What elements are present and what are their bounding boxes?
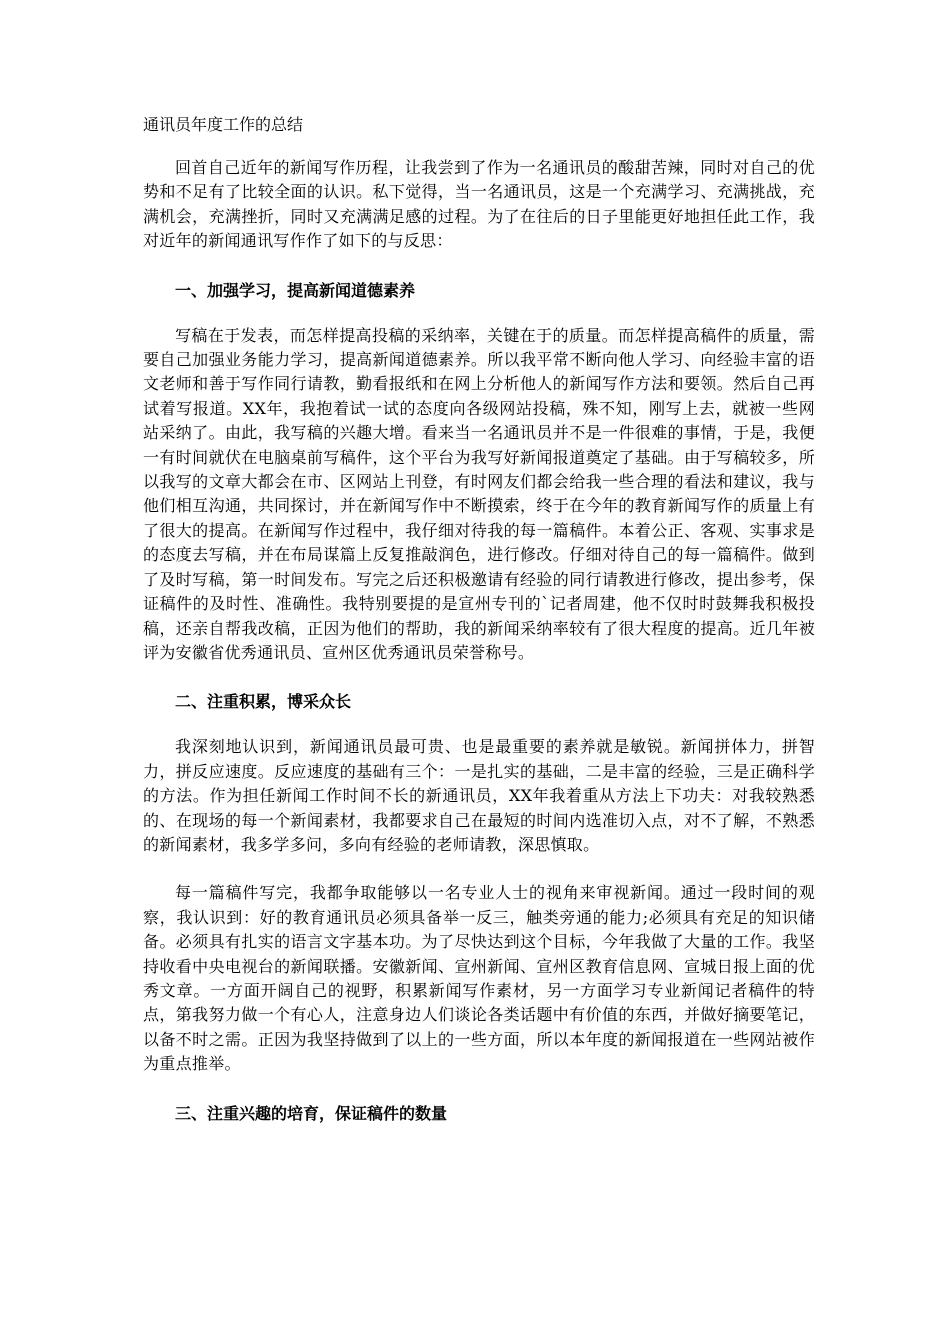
section-3-heading: 三、注重兴趣的培育，保证稿件的数量: [175, 1103, 448, 1123]
section-2-heading: 二、注重积累，博采众长: [175, 692, 352, 712]
document-title: 通讯员年度工作的总结: [143, 115, 304, 134]
section-1-heading: 一、加强学习，提高新闻道德素养: [175, 280, 416, 300]
section-2-paragraph-2: 每一篇稿件写完，我都争取能够以一名专业人士的视角来审视新闻。通过一段时间的观察，我认识到：好的教育通讯员必须具备举一反三，触类旁通的能力;必须具有充足的知识储备。必须具有扎实的语言文字基本功。为了尽快达到这个目标，今年我做了大量的工作。我坚持收看中央电视台的新闻联播。安徽新闻、宣州新闻、宣州区教育信息网、宣城日报上面的优秀文章。一方面开阔自己的视野，积累新闻写作素材，另一方面学习专业新闻记者稿件的特点，第我努力做一个有心人，注意身边人们谈论各类话题中有价值的东西，并做好摘要笔记，以备不时之需。正因为我坚持做到了以上的一些方面，所以本年度的新闻报道在一些网站被作为重点推举。: [143, 883, 815, 1074]
section-2-paragraph-1: 我深刻地认识到，新闻通讯员最可贵、也是最重要的素养就是敏锐。新闻拼体力，拼智力，拼反应速度。反应速度的基础有三个：一是扎实的基础，二是丰富的经验，三是正确科学的方法。作为担任新闻工作时间不长的新通讯员，XX年我着重从方法上下功夫：对我较熟悉的、在现场的每一个新闻素材，我都要求自己在最短的时间内选准切入点，对不了解，不熟悉的新闻素材，我多学多问，多向有经验的老师请教，深思慎取。: [143, 737, 815, 854]
section-1-paragraph-1: 写稿在于发表，而怎样提高投稿的采纳率，关键在于的质量。而怎样提高稿件的质量，需要自己加强业务能力学习，提高新闻道德素养。所以我平常不断向他人学习、向经验丰富的语文老师和善于写作同行请教，勤看报纸和在网上分析他人的新闻写作方法和要领。然后自己再试着写报道。XX年，我抱着试一试的态度向各级网站投稿，殊不知，刚写上去，就被一些网站采纳了。由此，我写稿的兴趣大增。看来当一名通讯员并不是一件很难的事情，于是，我便一有时间就伏在电脑桌前写稿件，这个平台为我写好新闻报道奠定了基础。由于写稿较多，所以我写的文章大都会在市、区网站上刊登，有时网友们都会给我一些合理的看法和建议，我与他们相互沟通，共同探讨，并在新闻写作中不断摸索，终于在今年的教育新闻写作的质量上有了很大的提高。在新闻写作过程中，我仔细对待我的每一篇稿件。本着公正、客观、实事求是的态度去写稿，并在布局谋篇上反复推敲润色，进行修改。仔细对待自己的每一篇稿件。做到了及时写稿，第一时间发布。写完之后还积极邀请有经验的同行请教进行修改，提出参考，保证稿件的及时性、准确性。我特别要提的是宣州专刊的`记者周建，他不仅时时鼓舞我积极投稿，还亲自帮我改稿，正因为他们的帮助，我的新闻采纳率较有了很大程度的提高。近几年被评为安徽省优秀通讯员、宣州区优秀通讯员荣誉称号。: [143, 325, 815, 662]
document-page: [143, 112, 815, 1147]
intro-paragraph: 回首自己近年的新闻写作历程，让我尝到了作为一名通讯员的酸甜苦辣，同时对自己的优势和不足有了比较全面的认识。私下觉得，当一名通讯员，这是一个充满学习、充满挑战，充满机会，充满挫折，同时又充满满足感的过程。为了在往后的日子里能更好地担任此工作，我对近年的新闻通讯写作作了如下的与反思：: [143, 158, 815, 251]
